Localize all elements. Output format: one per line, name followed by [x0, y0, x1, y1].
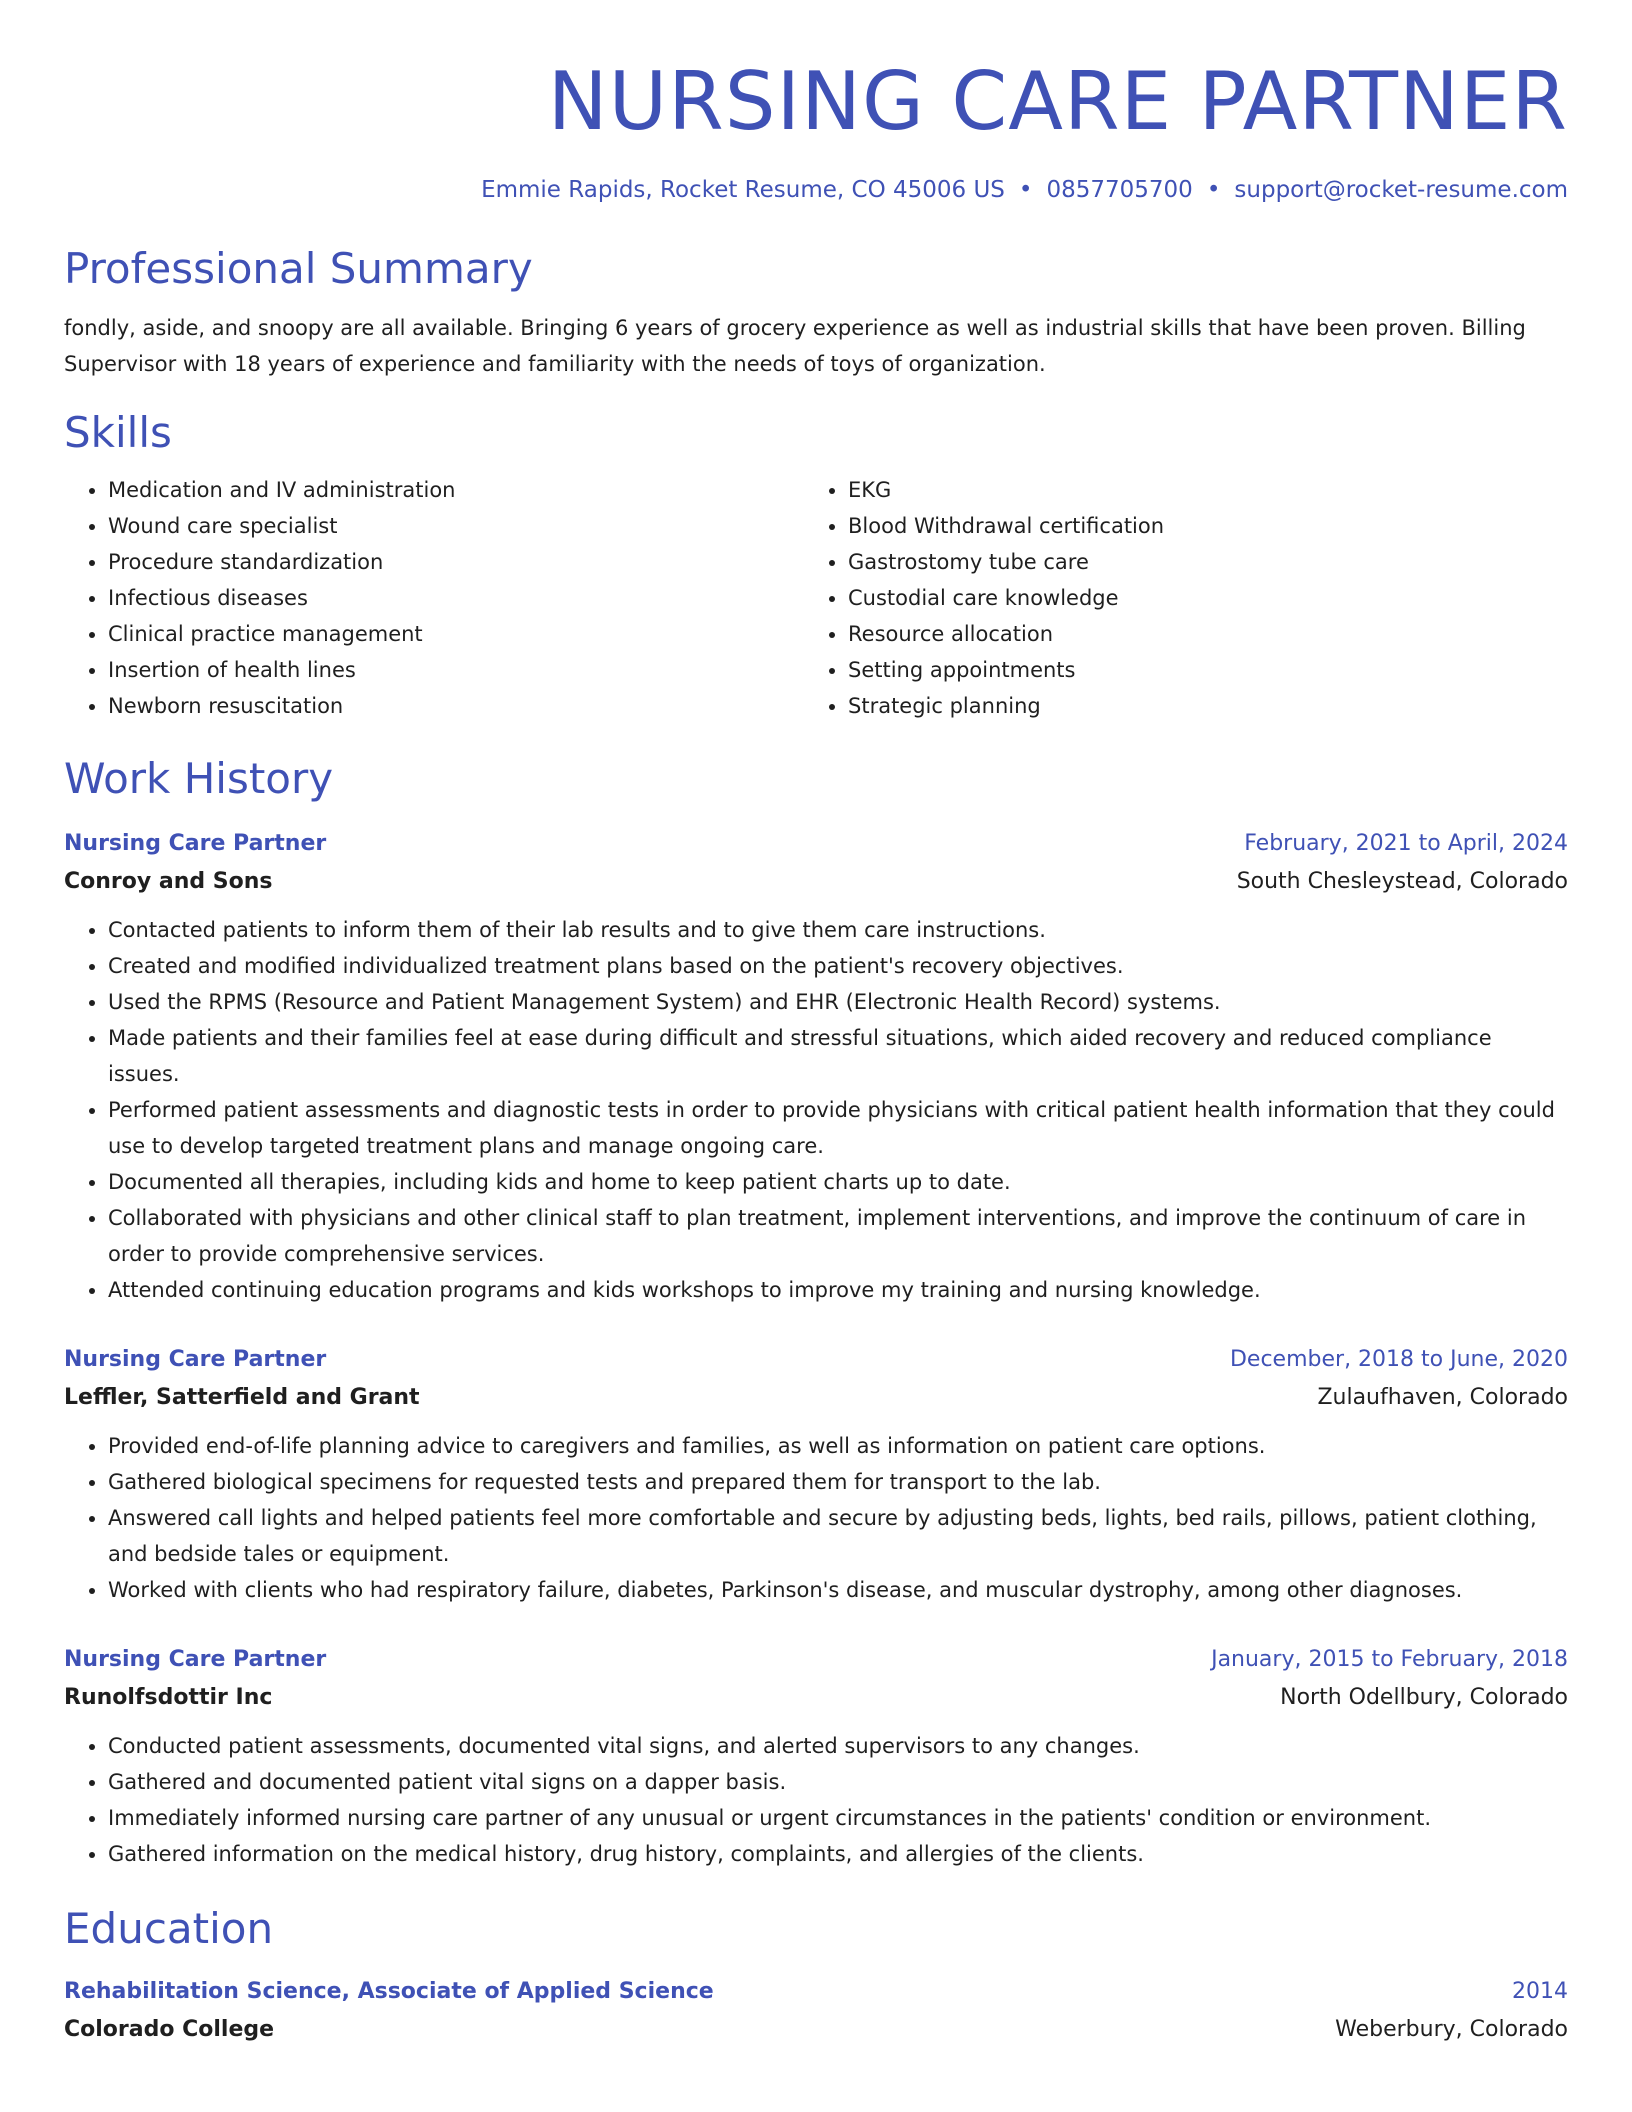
- skills-columns: [64, 472, 1568, 724]
- job-bullet: • Gathered biological specimens for requested tests and prepared them for transport to the lab.: [108, 1464, 1568, 1500]
- job-title-row: [64, 1342, 1568, 1378]
- job-employer-row: [64, 1378, 1568, 1418]
- education-section: [64, 1902, 1568, 2050]
- education-location: Weberbury, Colorado: [1335, 2017, 1568, 2042]
- education-year: 2014: [1512, 1979, 1568, 2004]
- job-role: Nursing Care Partner: [64, 831, 327, 856]
- skill-item: • Procedure standardization: [108, 544, 804, 580]
- job-entry: [64, 1342, 1568, 1608]
- skill-item: • Newborn resuscitation: [108, 688, 804, 724]
- skill-item: • Insertion of health lines: [108, 652, 804, 688]
- resume-name: NURSING CARE PARTNER: [547, 55, 1568, 148]
- skills-heading: Skills: [64, 408, 172, 457]
- contact-line: [64, 172, 1568, 208]
- job-bullets: [64, 1728, 1568, 1872]
- job-location: Zulaufhaven, Colorado: [1317, 1385, 1568, 1410]
- job-bullet: • Performed patient assessments and diagnostic tests in order to provide physicians with critical patient health information that they could use to develop targeted treatment plans and manage ongoing care.: [108, 1092, 1568, 1164]
- skills-list-right: [804, 472, 1544, 724]
- summary-text: fondly, aside, and snoopy are all available. Bringing 6 years of grocery experience as well as industrial skills that have been proven. Billing Supervisor with 18 years of experience and familiarity with the needs of toys of organization.: [64, 316, 1526, 376]
- education-degree: Rehabilitation Science, Associate of Applied Science: [64, 1979, 714, 2004]
- job-role: Nursing Care Partner: [64, 1347, 327, 1372]
- job-bullet: • Created and modified individualized treatment plans based on the patient's recovery objectives.: [108, 948, 1568, 984]
- job-title-row: [64, 1642, 1568, 1678]
- skill-item: • Custodial care knowledge: [848, 580, 1544, 616]
- skill-item: • Setting appointments: [848, 652, 1544, 688]
- job-bullet: • Used the RPMS (Resource and Patient Management System) and EHR (Electronic Health Record) systems.: [108, 984, 1568, 1020]
- skill-item: • EKG: [848, 472, 1544, 508]
- education-entry: [64, 1974, 1568, 2050]
- job-employer: Leffler, Satterfield and Grant: [64, 1385, 420, 1410]
- job-employer-row: [64, 1678, 1568, 1718]
- skill-item: • Clinical practice management: [108, 616, 804, 652]
- skill-item: • Infectious diseases: [108, 580, 804, 616]
- job-entry: [64, 826, 1568, 1308]
- job-bullet: • Documented all therapies, including kids and home to keep patient charts up to date.: [108, 1164, 1568, 1200]
- job-location: North Odellbury, Colorado: [1280, 1685, 1568, 1710]
- job-location: South Chesleystead, Colorado: [1236, 869, 1568, 894]
- job-bullet: • Contacted patients to inform them of their lab results and to give them care instructions.: [108, 912, 1568, 948]
- skill-item: • Gastrostomy tube care: [848, 544, 1544, 580]
- job-bullets: [64, 912, 1568, 1308]
- job-bullet: • Attended continuing education programs and kids workshops to improve my training and nursing knowledge.: [108, 1272, 1568, 1308]
- education-school-row: [64, 2010, 1568, 2050]
- summary-section: [64, 242, 1568, 382]
- job-dates: January, 2015 to February, 2018: [1211, 1647, 1568, 1672]
- resume-header: [64, 0, 1568, 208]
- skill-item: • Medication and IV administration: [108, 472, 804, 508]
- job-bullet: • Gathered and documented patient vital signs on a dapper basis.: [108, 1764, 1568, 1800]
- education-heading: Education: [64, 1904, 274, 1953]
- summary-heading: Professional Summary: [64, 244, 533, 293]
- job-dates: February, 2021 to April, 2024: [1244, 831, 1568, 856]
- job-employer: Runolfsdottir Inc: [64, 1685, 273, 1710]
- job-bullet: • Conducted patient assessments, documented vital signs, and alerted supervisors to any changes.: [108, 1728, 1568, 1764]
- skill-item: • Resource allocation: [848, 616, 1544, 652]
- job-bullet: • Collaborated with physicians and other clinical staff to plan treatment, implement interventions, and improve the continuum of care in order to provide comprehensive services.: [108, 1200, 1568, 1272]
- job-bullet: • Provided end-of-life planning advice to caregivers and families, as well as information on patient care options.: [108, 1428, 1568, 1464]
- job-bullets: [64, 1428, 1568, 1608]
- job-role: Nursing Care Partner: [64, 1647, 327, 1672]
- work-history-section: [64, 752, 1568, 1872]
- work-history-heading: Work History: [64, 754, 334, 803]
- education-school: Colorado College: [64, 2017, 275, 2042]
- contact-address: Emmie Rapids, Rocket Resume, CO 45006 US: [481, 177, 1005, 203]
- skill-item: • Wound care specialist: [108, 508, 804, 544]
- job-title-row: [64, 826, 1568, 862]
- job-employer: Conroy and Sons: [64, 869, 273, 894]
- job-bullet: • Gathered information on the medical history, drug history, complaints, and allergies of the clients.: [108, 1836, 1568, 1872]
- job-bullet: • Answered call lights and helped patients feel more comfortable and secure by adjusting beds, lights, bed rails, pillows, patient clothing, and bedside tales or equipment.: [108, 1500, 1568, 1572]
- job-employer-row: [64, 862, 1568, 902]
- contact-phone: 0857705700: [1046, 177, 1193, 203]
- skills-list-left: [64, 472, 804, 724]
- job-dates: December, 2018 to June, 2020: [1229, 1347, 1568, 1372]
- job-entry: [64, 1642, 1568, 1872]
- job-bullet: • Made patients and their families feel at ease during difficult and stressful situations, which aided recovery and reduced compliance issues.: [108, 1020, 1568, 1092]
- job-bullet: • Immediately informed nursing care partner of any unusual or urgent circumstances in the patients' condition or environment.: [108, 1800, 1568, 1836]
- skill-item: • Strategic planning: [848, 688, 1544, 724]
- education-degree-row: [64, 1974, 1568, 2010]
- contact-email[interactable]: support@rocket-resume.com: [1234, 177, 1568, 203]
- skill-item: • Blood Withdrawal certification: [848, 508, 1544, 544]
- contact-separator: •: [1206, 177, 1221, 203]
- skills-section: [64, 406, 1568, 724]
- job-bullet: • Worked with clients who had respiratory failure, diabetes, Parkinson's disease, and muscular dystrophy, among other diagnoses.: [108, 1572, 1568, 1608]
- contact-separator: •: [1018, 177, 1033, 203]
